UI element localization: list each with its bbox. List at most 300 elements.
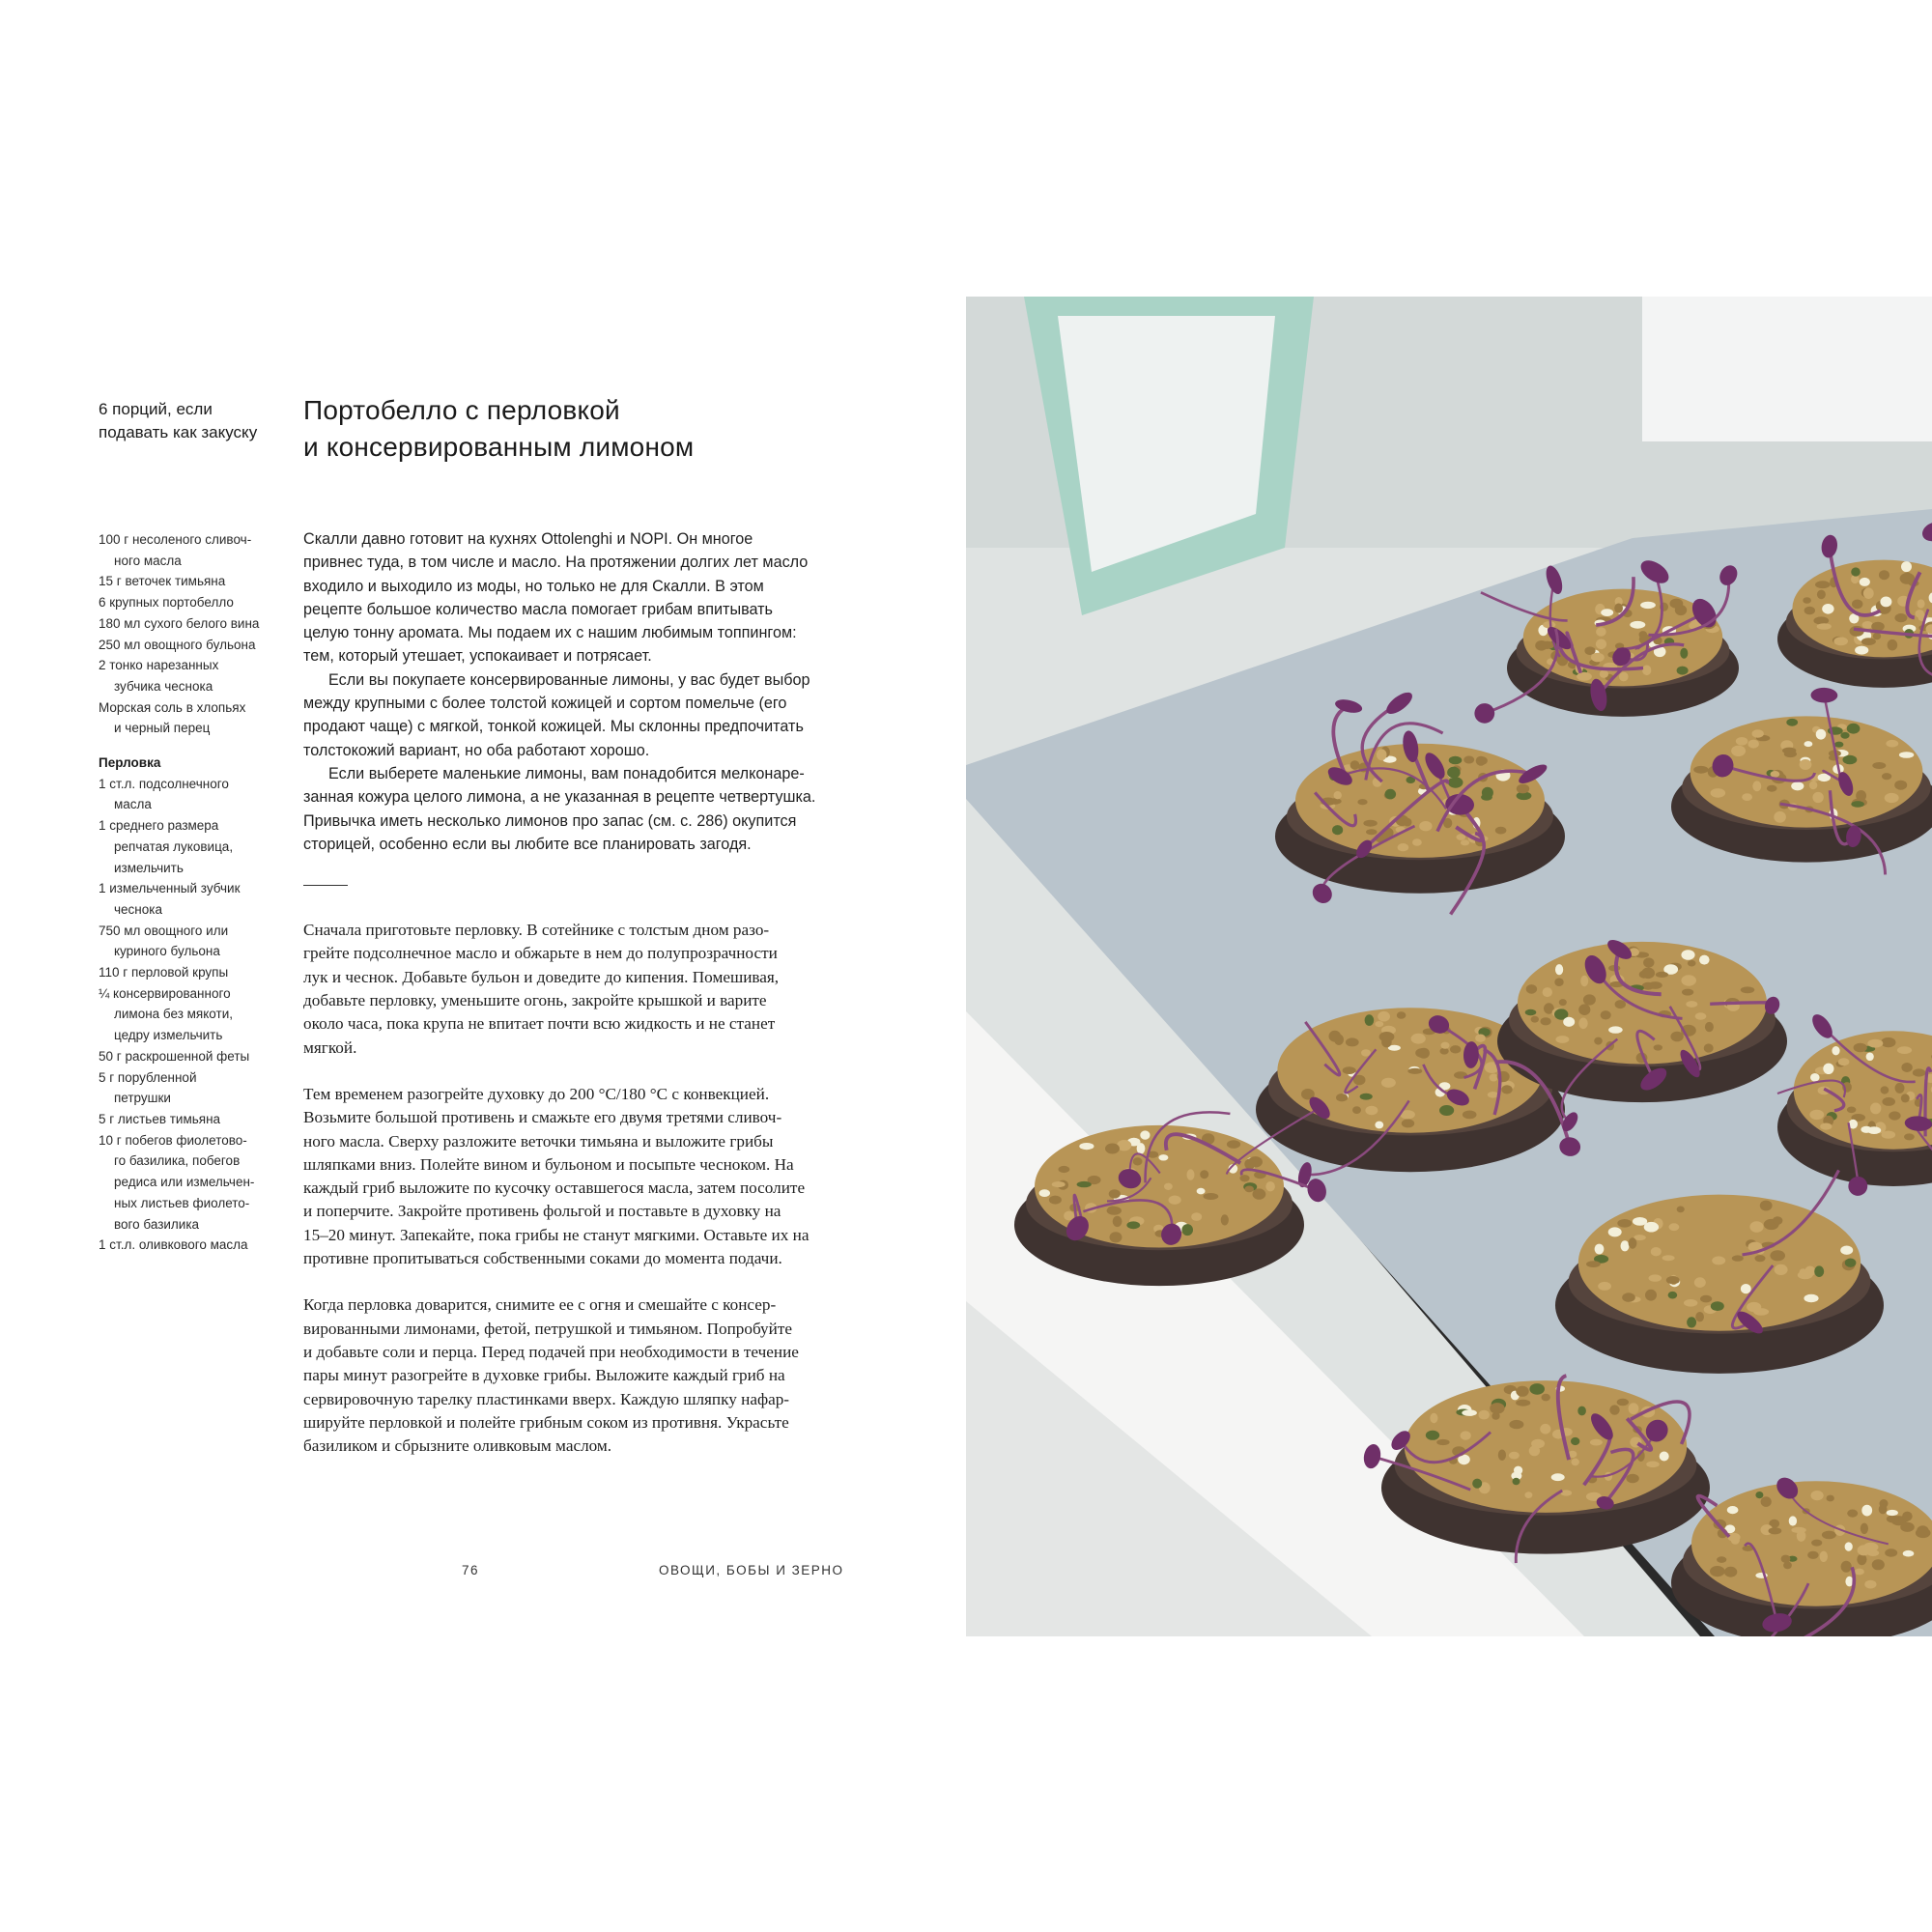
recipe-title-line: Портобелло с перловкой [303,395,620,425]
barley-grain [1662,1255,1675,1261]
ingredient-item [99,1067,282,1109]
barley-grain [1436,1439,1449,1445]
barley-grain [1411,1034,1426,1044]
text-line: базиликом и сбрызните оливковым маслом. [303,1436,612,1456]
barley-grain [1741,986,1755,993]
barley-grain [1854,1043,1867,1053]
barley-grain [1542,1394,1550,1402]
barley-grain [1705,1022,1714,1032]
barley-grain [1760,1201,1773,1211]
barley-grain [1619,672,1629,682]
barley-grain [1107,1207,1122,1215]
barley-grain [1577,672,1592,681]
barley-grain [1462,1409,1477,1416]
barley-grain [1158,1154,1168,1160]
barley-grain [1656,972,1668,978]
ingredient-item [99,815,282,878]
barley-grain [1747,1302,1761,1312]
barley-grain [1441,1042,1450,1049]
barley-grain [1749,1221,1763,1233]
barley-grain [1646,1462,1660,1468]
barley-grain [1660,1452,1669,1462]
barley-grain [1524,1492,1532,1498]
barley-grain [1365,1106,1378,1115]
barley-grain [1596,627,1606,636]
text-line: лук и чеснок. Добавьте бульон и доведите до кипения. Помешивая, [303,967,780,986]
barley-grain [1583,994,1596,1005]
barley-grain [1608,1227,1622,1236]
ingredient-item [99,1130,282,1236]
barley-grain [1649,1274,1662,1281]
barley-grain [1752,729,1764,737]
barley-grain [1516,1400,1530,1406]
food-photo-illustration [966,297,1932,1636]
barley-grain [1654,1044,1662,1050]
barley-grain [1840,732,1849,739]
barley-grain [1873,633,1881,640]
ingredient-line: 2 тонко нарезанных [99,658,219,673]
text-line: Скалли давно готовит на кухнях Ottolenghi и NOPI. Он многое [303,530,753,548]
barley-grain [1700,1295,1712,1303]
barley-grain [1418,1048,1430,1059]
ingredient-line: 1 ст.л. оливкового масла [99,1237,248,1253]
barley-grain [1861,1523,1868,1534]
barley-grain [1845,1542,1853,1550]
barley-grain [1731,746,1746,756]
barley-grain [1755,1255,1766,1262]
barley-grain [1350,760,1360,769]
barley-grain [1352,1106,1361,1114]
barley-grain [1803,597,1811,604]
barley-grain [1630,621,1645,629]
barley-grain [1365,1014,1375,1026]
barley-grain [1814,1265,1824,1277]
barley-grain [1917,1525,1928,1535]
barley-grain [1862,621,1873,629]
barley-grain [1629,1237,1637,1248]
barley-grain [1622,1293,1635,1302]
barley-grain [1361,1049,1371,1056]
chapter-name: ОВОЩИ, БОБЫ И ЗЕРНО [659,1563,844,1577]
barley-grain [1397,1011,1406,1018]
paragraph [303,919,844,1060]
ingredient-line: измельчить [114,860,184,875]
section-divider [303,885,348,886]
ingredient-item [99,571,282,592]
barley-grain [1886,740,1898,748]
barley-grain [1554,978,1563,986]
barley-grain [1578,1004,1590,1015]
barley-grain [1555,964,1563,975]
recipe-text [303,527,844,1481]
barley-grain [1811,1491,1824,1500]
ingredient-line: 15 г веточек тимьяна [99,574,226,589]
barley-grain [1843,755,1858,765]
barley-grain [1332,825,1343,835]
barley-grain [1815,581,1831,588]
barley-grain [1727,1506,1739,1514]
barley-grain [1686,1001,1697,1008]
barley-grain [1265,1181,1275,1191]
ingredient-item [99,774,282,815]
barley-grain [1346,1037,1359,1046]
barley-grain [1164,1183,1173,1190]
barley-grain [1641,968,1655,980]
barley-grain [1845,1259,1857,1267]
barley-grain [1816,729,1827,740]
text-line: около часа, пока крупа не впитает почти всю жидкость и не станет [303,1014,776,1034]
barley-grain [1864,1580,1876,1589]
barley-grain [1514,1466,1522,1475]
barley-grain [1551,1473,1565,1481]
text-line: целую тонну аромата. Мы подаем их с нашим любимым топпингом: [303,624,797,642]
paragraph [303,1083,844,1270]
barley-grain [1517,784,1529,794]
ingredient-line: ных листьев фиолето- [114,1195,250,1210]
barley-grain [1402,1119,1414,1127]
barley-grain [1861,1505,1872,1517]
barley-grain [1800,1268,1807,1276]
barley-grain [1642,666,1651,676]
ingredient-line: 5 г порубленной [99,1069,197,1085]
barley-grain [1559,999,1567,1006]
barley-grain [1695,1312,1704,1321]
barley-grain [1643,957,1654,967]
barley-grain [1617,1399,1629,1406]
barley-grain [1590,1439,1603,1446]
barley-grain [1457,834,1466,840]
barley-grain [1882,1097,1895,1106]
ingredient-item [99,962,282,983]
text-line: 15–20 минут. Запекайте, пока грибы не станут мягкими. Оставьте их на [303,1225,810,1244]
barley-grain [1617,1219,1632,1228]
barley-grain [1742,793,1752,801]
barley-grain [1832,1046,1839,1055]
text-line: продают чаще) с мягкой, тонкой кожицей. Мы склонны предпочитать [303,718,804,736]
barley-grain [1204,1193,1219,1200]
barley-grain [1872,762,1886,769]
barley-grain [1851,801,1864,808]
barley-grain [1540,1424,1550,1435]
ingredient-item [99,1046,282,1067]
text-line: шируйте перловкой и полейте грибным соком из противня. Украсьте [303,1412,789,1432]
text-line: Когда перловка доварится, снимите ее с огня и смешайте с консер- [303,1295,777,1315]
barley-grain [1221,1214,1229,1225]
barley-grain [1903,1550,1915,1557]
barley-grain [1375,1021,1383,1027]
servings-line: подавать как закуску [99,423,258,441]
barley-grain [1591,653,1605,663]
text-line: Тем временем разогрейте духовку до 200 °C/180 °C с конвекцией. [303,1084,770,1103]
barley-grain [1666,1276,1680,1284]
text-line: шляпками вниз. Полейте вином и бульоном и посыпьте чесноком. На [303,1154,794,1174]
barley-grain [1472,1479,1482,1489]
main-ingredients [99,529,282,739]
barley-grain [1555,1036,1569,1043]
barley-grain [1629,1403,1639,1414]
barley-grain [1870,1103,1881,1115]
barley-grain [1448,777,1463,787]
text-line: Привычка иметь несколько лимонов про запас (см. с. 286) окупится [303,811,797,830]
barley-grain [1727,1533,1740,1542]
barley-grain [1600,670,1608,678]
barley-grain [1847,724,1861,734]
barley-grain [1525,1009,1537,1015]
barley-grain [1852,600,1862,610]
barley-grain [1784,751,1797,757]
ingredient-line: ¼ консервированного [99,985,231,1001]
recipe-intro [303,527,844,856]
text-line: каждый гриб выложите по кусочку оставшегося масла, затем посолите [303,1179,806,1198]
barley-grain [1571,1437,1579,1445]
barley-grain [1813,616,1829,624]
paragraph [303,668,844,762]
barley-grain [1461,839,1469,845]
barley-grain [1419,821,1432,831]
barley-grain [1867,1039,1883,1048]
barley-grain [1882,773,1891,780]
barley-grain [1748,740,1759,749]
barley-grain [1244,1186,1254,1193]
barley-grain [1704,1043,1714,1052]
text-line: тем, который утешает, успокаивает и потрясает. [303,647,652,666]
barley-grain [1879,570,1889,580]
ingredient-item [99,592,282,613]
text-line: сторицей, особенно если вы любите все планировать загодя. [303,835,752,853]
barley-grain [1244,1158,1255,1169]
barley-grain [1695,1012,1707,1019]
barley-grain [1903,572,1912,582]
barley-grain [1191,1212,1202,1221]
barley-grain [1838,1058,1850,1065]
ingredient-line: Морская соль в хлопьях [99,699,246,715]
barley-grain [1811,1540,1822,1547]
barley-grain [1253,1188,1266,1199]
barley-grain [1767,785,1777,792]
ingredient-item [99,613,282,635]
ingredient-item [99,529,282,571]
barley-grain [1817,623,1832,630]
servings-line: 6 порций, если [99,400,213,418]
ingredient-line: 110 г перловой крупы [99,965,229,980]
barley-grain [1800,759,1812,770]
barley-grain [1736,737,1748,746]
barley-grain [1239,1175,1249,1181]
barley-grain [1329,1031,1342,1042]
barley-grain [1809,1110,1824,1120]
ingredient-line: ного масла [114,553,182,568]
barley-grain [1039,1189,1050,1197]
barley-grain [1375,1122,1383,1129]
ingredient-line: и черный перец [114,721,211,736]
ingredient-line: 1 среднего размера [99,818,219,834]
barley-grain [1687,1317,1696,1327]
recipe-title-line: и консервированным лимоном [303,432,695,462]
text-line: занная кожура целого лимона, а не указанная в рецепте четвертушка. [303,788,816,807]
barley-grain [1770,1250,1785,1261]
barley-grain [1668,1292,1678,1299]
text-line: рецепте большое количество масла помогает грибам впитывать [303,600,773,618]
text-line: толстокожий вариант, но оба работают хорошо. [303,741,650,759]
barley-grain [1169,1196,1181,1205]
text-line: Если вы покупаете консервированные лимоны, у вас будет выбор [328,670,810,689]
barley-grain [1677,667,1689,675]
ingredient-item [99,1235,282,1256]
barley-grain [1711,788,1726,798]
barley-grain [1881,1037,1895,1047]
barley-grain [1509,1452,1520,1460]
bright-window [1642,297,1932,441]
barley-grain [1711,1301,1724,1311]
barley-grain [1181,1224,1193,1236]
ingredient-line: 180 мл сухого белого вина [99,615,260,631]
barley-grain [1360,1094,1373,1100]
barley-grain [1881,1086,1889,1094]
barley-grain [1761,1496,1772,1507]
barley-grain [1710,1566,1725,1577]
barley-grain [1531,1016,1539,1023]
barley-grain [1596,639,1606,650]
barley-heading: Перловка [99,755,161,771]
barley-grain [1791,781,1804,790]
ingredient-item [99,983,282,1046]
barley-grain [1572,1459,1579,1466]
barley-grain [1479,1410,1490,1420]
ingredient-item [99,1109,282,1130]
barley-grain [1227,1140,1240,1149]
text-line: противне пропитываться собственными соками до момента подачи. [303,1249,782,1268]
barley-grain [1717,1556,1726,1563]
text-line: между крупными с более толстой кожицей и сортом помельче (его [303,695,787,713]
barley-grain [1797,1530,1806,1542]
text-line: грейте подсолнечное масло и обжарьте в нем до полупрозрачности [303,944,778,963]
barley-grain [1879,1504,1888,1514]
barley-grain [1595,1244,1605,1255]
barley-grain [1822,604,1833,614]
barley-grain [1827,1495,1834,1502]
barley-grain [1580,976,1588,986]
barley-grain [1684,1299,1697,1307]
barley-grain [1490,1074,1498,1082]
barley-grain [1079,1143,1094,1150]
barley-grain [1857,1554,1866,1566]
ingredient-line: репчатая луковица, [114,838,234,854]
barley-grain [1901,1063,1912,1072]
barley-grain [1847,1510,1858,1518]
ingredient-line: зубчика чеснока [114,678,213,694]
barley-grain [1529,1446,1540,1457]
barley-grain [1540,641,1554,649]
text-line: Сначала приготовьте перловку. В сотейнике с толстым дном разо- [303,921,770,940]
barley-grain [1855,646,1868,655]
ingredient-line: го базилика, побегов [114,1153,241,1169]
barley-grain [1513,1478,1520,1485]
ingredient-line: 10 г побегов фиолетово- [99,1132,247,1148]
ingredient-line: масла [114,797,152,812]
barley-grain [1385,789,1397,800]
barley-grain [1430,1413,1437,1423]
barley-grain [1900,1522,1915,1532]
barley-grain [1336,1094,1348,1101]
barley-grain [1509,1420,1523,1429]
barley-grain [1381,1078,1396,1088]
barley-grain [1840,1246,1853,1255]
barley-grain [1475,1035,1486,1042]
barley-grain [1543,621,1555,628]
barley-grain [1377,749,1387,760]
barley-grain [1888,639,1898,651]
barley-grain [1366,829,1378,835]
barley-grain [1902,1512,1913,1521]
barley-grain [1334,791,1342,799]
barley-grain [1482,787,1493,799]
barley-grain [1769,1527,1782,1534]
barley-grain [1885,1548,1897,1556]
barley-grain [1426,1431,1439,1440]
ingredient-item [99,921,282,962]
barley-grain [1642,602,1655,608]
barley-grain [1834,742,1843,748]
ingredient-item [99,697,282,739]
barley-ingredients [99,774,282,1256]
barley-grain [1541,1017,1551,1025]
barley-grain [1357,799,1367,805]
barley-grain [1543,987,1552,997]
barley-grain [1645,1290,1657,1301]
barley-grain [1820,1551,1828,1562]
barley-grain [1918,599,1925,608]
barley-grain [1752,781,1761,791]
barley-grain [1601,1010,1611,1019]
barley-grain [1463,756,1474,764]
barley-grain [1804,741,1813,747]
barley-grain [1440,1048,1449,1055]
ingredient-line: петрушки [114,1091,171,1106]
text-line: входило и выходило из моды, но только не для Скалли. В этом [303,577,764,595]
barley-grain [1894,613,1907,622]
barley-grain [1915,610,1924,617]
barley-grain [1651,1247,1662,1256]
barley-grain [1913,1068,1926,1076]
text-line: Возьмите большой противень и смажьте его двумя третями сливоч- [303,1108,782,1127]
barley-grain [1526,984,1537,994]
barley-grain [1887,1515,1899,1522]
barley-grain [1077,1181,1092,1187]
ingredient-line: 1 ст.л. подсолнечного [99,776,229,791]
text-line: и поперчите. Закройте противень фольгой и поставьте в духовку на [303,1202,781,1221]
barley-grain [1887,1510,1898,1516]
barley-grain [1490,1403,1504,1414]
ingredient-line: 100 г несоленого сливоч- [99,532,252,547]
barley-grain [1110,1232,1122,1242]
barley-grain [1894,781,1907,790]
barley-grain [1598,1282,1611,1291]
barley-grain [1833,637,1848,645]
barley-grain [1872,1559,1885,1570]
barley-grain [1899,752,1914,758]
ingredient-item [99,635,282,656]
barley-grain [1820,1123,1832,1130]
text-line: мягкой. [303,1037,357,1057]
barley-grain [1052,1181,1065,1187]
text-line: ного масла. Сверху разложите веточки тимьяна и выложите грибы [303,1131,774,1151]
ingredient-line: 750 мл овощного или [99,923,229,938]
ingredients-list [99,529,282,1256]
barley-grain [1771,771,1780,778]
ingredient-line: куриного бульона [114,944,220,959]
barley-grain [1804,607,1815,615]
recipe-title [303,392,844,466]
